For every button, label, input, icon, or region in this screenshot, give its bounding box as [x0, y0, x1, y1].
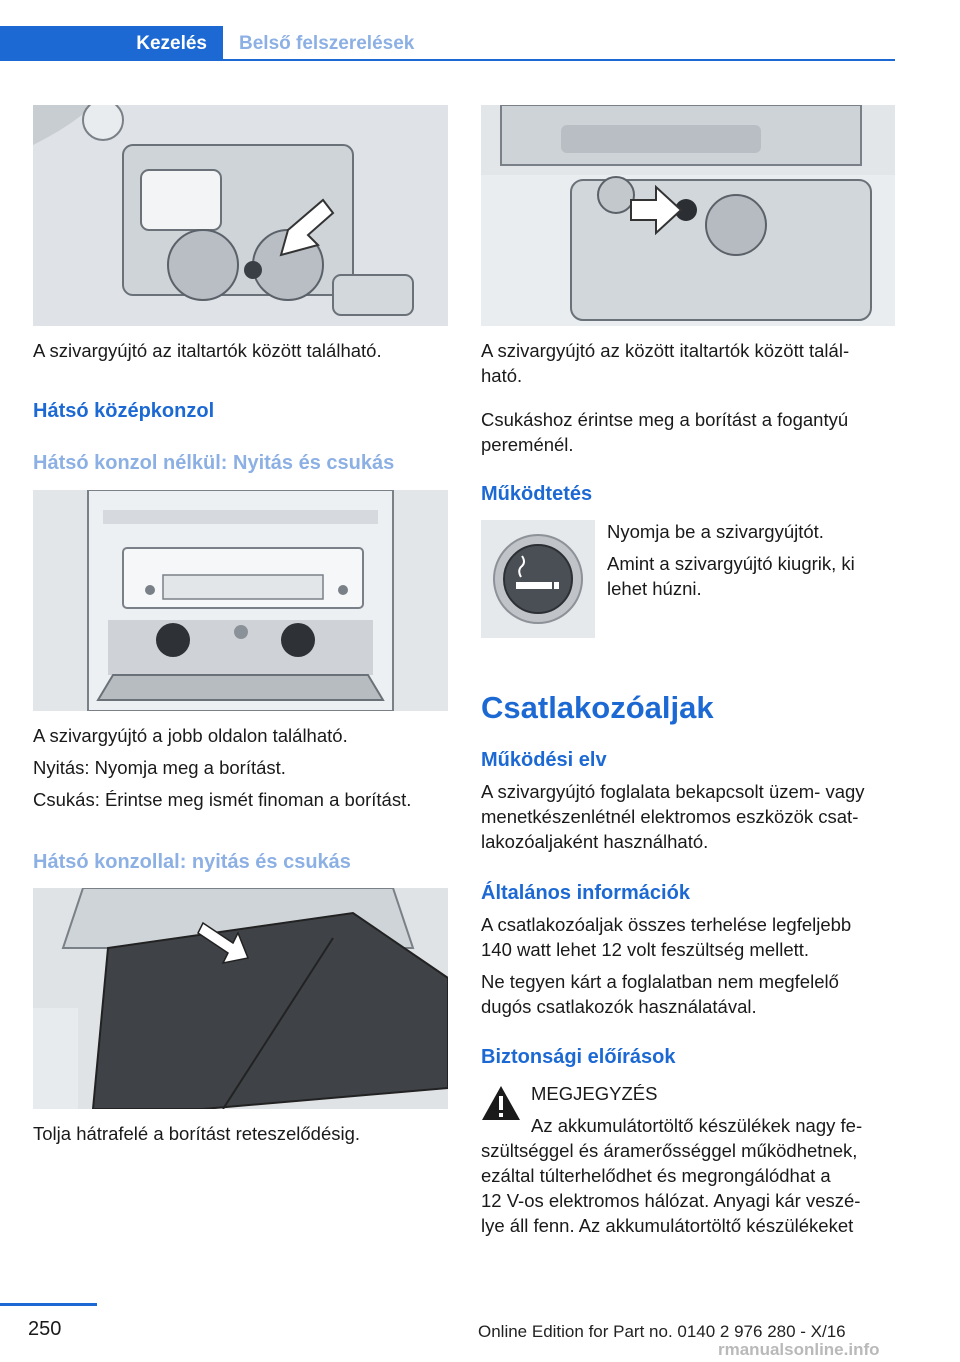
heading-principle: Működési elv: [481, 749, 607, 771]
caption-right-line2: ható.: [481, 365, 523, 386]
notice-line3: ezáltal túlterhelődhet és megrongálódhat a: [481, 1165, 831, 1186]
caption-push-cover: Tolja hátrafelé a borítást reteszelődésig.: [33, 1123, 361, 1144]
close-line1: Csukáshoz érintse meg a borítást a fogantyú: [481, 409, 849, 430]
principle-line2: menetkészenlétnél elektromos eszközök csat-: [481, 806, 859, 827]
notice-line2: szültséggel és áramerősséggel működhetnek,: [481, 1140, 858, 1161]
lighter-button-icon: [481, 520, 595, 638]
para-close: Csukás: Érintse meg ismét finoman a borítást.: [33, 789, 412, 810]
caption-right-line1: A szivargyújtó az között italtartók között talál-: [481, 340, 850, 361]
caption-front-lighter: A szivargyújtó az italtartók között található.: [33, 340, 382, 361]
op-press: Nyomja be a szivargyújtót.: [607, 521, 824, 542]
heading-safety: Biztonsági előírások: [481, 1046, 676, 1068]
op-pull-line2: lehet húzni.: [607, 578, 702, 599]
close-line2: pereménél.: [481, 434, 574, 455]
heading-operation: Működtetés: [481, 483, 593, 505]
header-divider: [223, 59, 895, 61]
heading-general-info: Általános információk: [481, 882, 690, 904]
para-right-side: A szivargyújtó a jobb oldalon található.: [33, 725, 348, 746]
damage-line2: dugós csatlakozók használatával.: [481, 996, 757, 1017]
header-tabbar: [0, 26, 895, 62]
principle-line3: lakozóaljaként használható.: [481, 831, 709, 852]
notice-line4: 12 V-os elektromos hálózat. Anyagi kár veszé-: [481, 1190, 861, 1211]
notice-line5: lye áll fenn. Az akkumulátortöltő készülékeket: [481, 1215, 854, 1236]
illustration-lighter-between-cupholders: [481, 105, 895, 326]
heading-sockets: Csatlakozóaljak: [481, 690, 714, 725]
illustration-rear-console-cover: [33, 888, 448, 1109]
subheading-without-rear-console: Hátsó konzol nélkül: Nyitás és csukás: [33, 452, 395, 474]
general-line1: A csatlakozóaljak összes terhelése legfeljebb: [481, 914, 852, 935]
warning-icon: [481, 1085, 521, 1121]
damage-line1: Ne tegyen kárt a foglalatban nem megfelelő: [481, 971, 839, 992]
footer-divider: [0, 1303, 97, 1306]
general-line2: 140 watt lehet 12 volt feszültség mellett.: [481, 939, 810, 960]
watermark: rmanualsonline.info: [718, 1340, 880, 1359]
illustration-front-console-cupholders: [33, 105, 448, 326]
tab-kezeles[interactable]: Kezelés: [0, 26, 223, 61]
principle-line1: A szivargyújtó foglalata bekapcsolt üzem- vagy: [481, 781, 865, 802]
op-pull-line1: Amint a szivargyújtó kiugrik, ki: [607, 553, 855, 574]
subheading-with-rear-console: Hátsó konzollal: nyitás és csukás: [33, 851, 351, 873]
notice-title: MEGJEGYZÉS: [531, 1083, 658, 1104]
para-open: Nyitás: Nyomja meg a borítást.: [33, 757, 286, 778]
page-number: 250: [28, 1318, 62, 1340]
edition-text: Online Edition for Part no. 0140 2 976 280 - X/16: [478, 1322, 846, 1341]
heading-rear-console: Hátsó középkonzol: [33, 400, 215, 422]
illustration-rear-console-open: [33, 490, 448, 711]
tab-belso-felszerelesek[interactable]: Belső felszerelések: [239, 32, 415, 54]
notice-line1: Az akkumulátortöltő készülékek nagy fe-: [531, 1115, 863, 1136]
